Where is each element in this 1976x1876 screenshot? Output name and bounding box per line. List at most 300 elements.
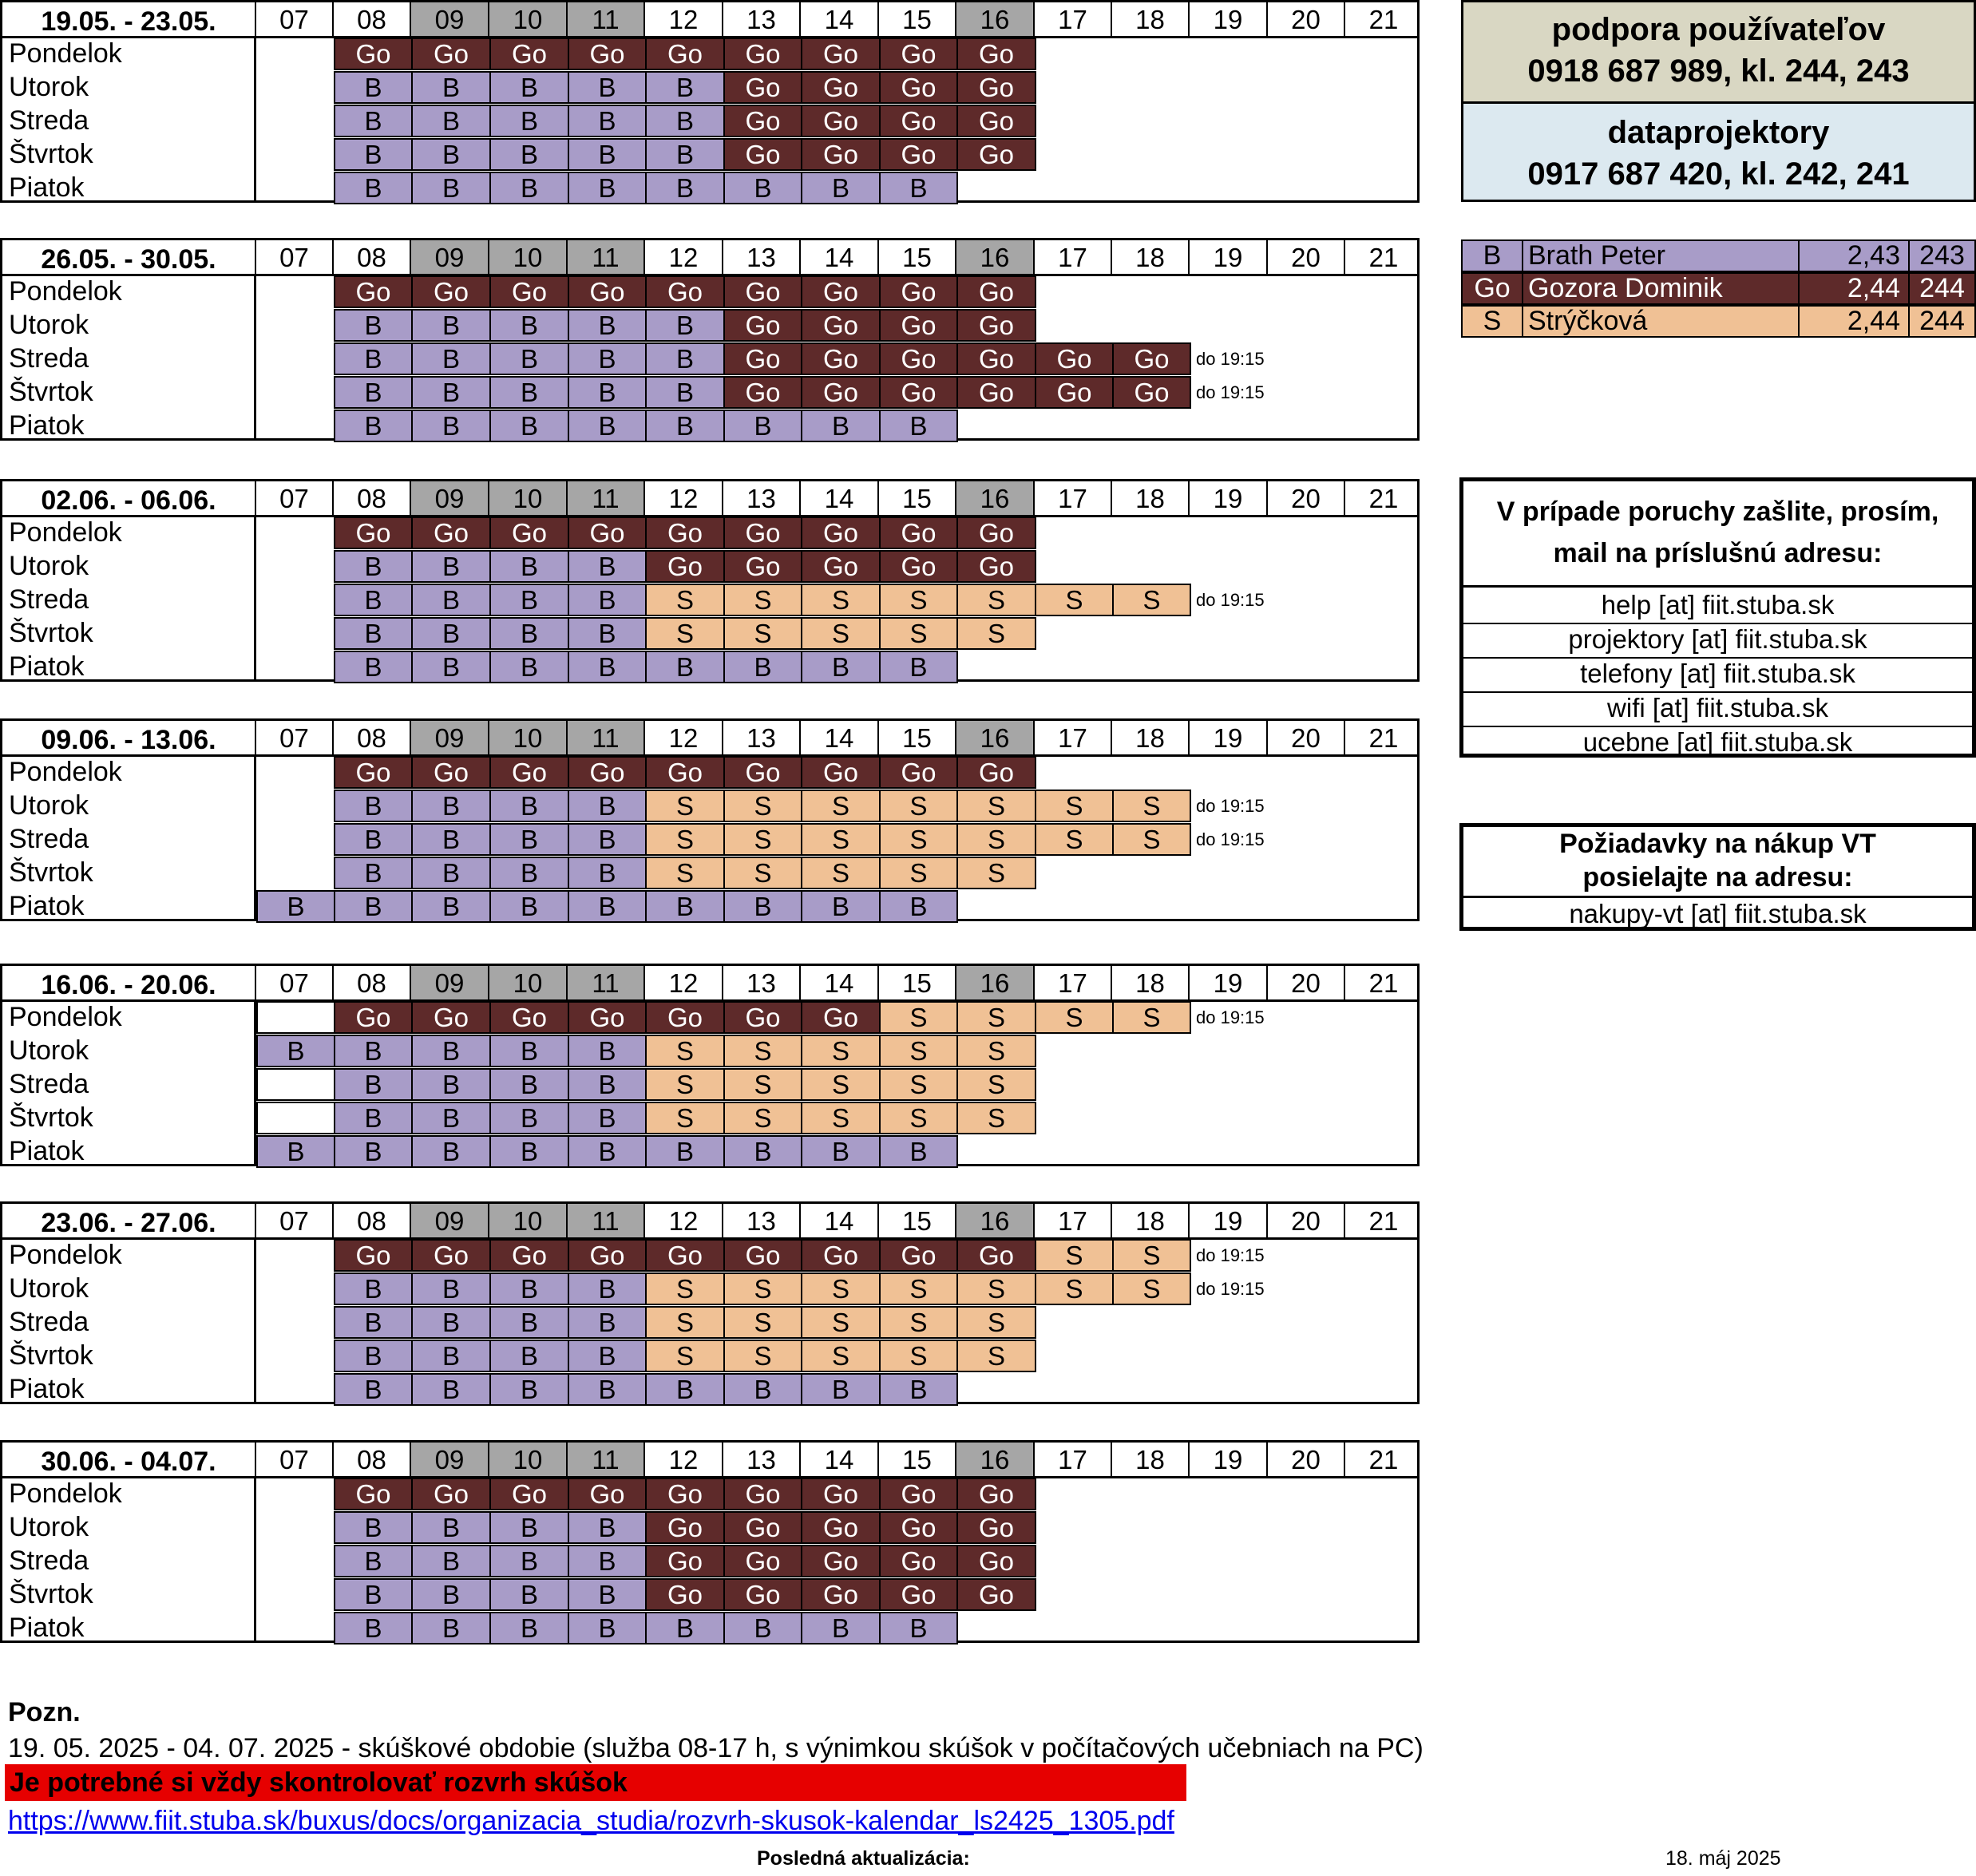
shift-cell: B [489, 651, 569, 683]
shift-cell: B [489, 790, 569, 822]
shift-cell: B [568, 1068, 647, 1101]
shift-cell: Go [334, 38, 413, 70]
hour-header: 21 [1368, 723, 1399, 753]
hour-header: 08 [334, 1443, 411, 1478]
fault-mail-heading [1463, 481, 1972, 588]
shift-cell: Go [723, 376, 802, 409]
week-table [0, 0, 1420, 203]
hour-header: 13 [723, 1204, 801, 1239]
shift-cell: Go [801, 1578, 881, 1611]
shift-cell: S [956, 1272, 1036, 1305]
shift-cell: B [645, 105, 725, 137]
hour-header: 21 [1368, 968, 1399, 998]
shift-cell: B [489, 1612, 569, 1644]
hour-header: 20 [1268, 966, 1345, 1001]
shift-cell: Go [956, 1545, 1036, 1577]
shift-cell: B [568, 1511, 647, 1544]
shift-cell: Go [645, 38, 725, 70]
day-name: Piatok [9, 651, 85, 682]
shift-cell: Go [645, 275, 725, 308]
shift-cell: B [568, 857, 647, 889]
shift-cell: B [334, 1612, 413, 1644]
support-email[interactable]: projektory [at] fiit.stuba.sk [1463, 622, 1972, 659]
shift-cell: B [568, 1135, 647, 1168]
shift-cell: Go [879, 376, 958, 409]
shift-cell: S [956, 1035, 1036, 1067]
shift-cell: B [411, 823, 491, 856]
shift-cell: B [334, 138, 413, 171]
shift-cell: B [568, 584, 647, 616]
hour-header: 10 [489, 481, 568, 516]
shift-cell: B [334, 823, 413, 856]
shift-cell: Go [956, 550, 1036, 583]
hour-header: 21 [1368, 1206, 1399, 1236]
shift-cell: B [489, 1135, 569, 1168]
shift-cell: B [489, 138, 569, 171]
shift-cell: B [723, 651, 802, 683]
shift-cell: Go [723, 756, 802, 789]
shift-cell: B [334, 1306, 413, 1339]
hour-header: 15 [879, 2, 956, 38]
shift-cell: Go [723, 1478, 802, 1510]
shift-cell: Go [645, 1578, 725, 1611]
hour-header: 12 [645, 966, 723, 1001]
day-name: Utorok [9, 1512, 89, 1542]
shift-cell: Go [723, 138, 802, 171]
hour-header: 20 [1268, 240, 1345, 275]
shift-cell: S [801, 584, 881, 616]
shift-cell: S [1035, 1272, 1114, 1305]
hour-header: 09 [411, 481, 489, 516]
hour-header: 21 [1368, 243, 1399, 272]
day-name: Pondelok [9, 1002, 122, 1032]
hour-header: 15 [879, 240, 956, 275]
purchase-request-box [1459, 823, 1976, 931]
shift-cell: B [334, 1135, 413, 1168]
week-range: 09.06. - 13.06. [2, 721, 256, 756]
shift-cell: Go [411, 1001, 491, 1034]
hour-header: 17 [1035, 1204, 1112, 1239]
hour-header: 14 [801, 1204, 879, 1239]
shift-cell: S [645, 1068, 725, 1101]
shift-cell: B [256, 1135, 335, 1168]
hour-header: 11 [568, 240, 645, 275]
shift-cell: B [334, 1545, 413, 1577]
shift-end-note: do 19:15 [1196, 349, 1265, 369]
shift-cell: B [489, 1373, 569, 1406]
hour-header: 16 [956, 1443, 1035, 1478]
shift-cell: B [334, 376, 413, 409]
hour-header: 17 [1035, 721, 1112, 756]
hour-header: 14 [801, 1443, 879, 1478]
shift-cell: B [645, 309, 725, 342]
shift-cell: S [956, 1102, 1036, 1134]
shift-cell: B [489, 823, 569, 856]
hour-header: 11 [568, 2, 645, 38]
hour-header: 09 [411, 1204, 489, 1239]
shift-cell: B [334, 1511, 413, 1544]
shift-cell: Go [801, 275, 881, 308]
shift-cell: S [956, 790, 1036, 822]
hour-header: 20 [1268, 721, 1345, 756]
shift-cell: B [334, 1035, 413, 1067]
day-name: Streda [9, 105, 89, 136]
shift-cell: B [334, 550, 413, 583]
shift-cell: Go [645, 550, 725, 583]
last-updated-label: Posledná aktualizácia: [757, 1847, 970, 1870]
legend-code: Go [1461, 272, 1523, 305]
hour-header: 12 [645, 1204, 723, 1239]
legend-name: Brath Peter [1522, 239, 1800, 272]
shift-cell: B [801, 410, 881, 442]
shift-cell: B [568, 105, 647, 137]
shift-cell: Go [956, 1578, 1036, 1611]
projector-support-title: dataprojektory [1607, 115, 1830, 150]
shift-cell: B [489, 376, 569, 409]
shift-cell: Go [956, 38, 1036, 70]
shift-cell: S [879, 823, 958, 856]
shift-cell: Go [723, 342, 802, 375]
hour-header: 07 [256, 1443, 334, 1478]
shift-cell: B [723, 890, 802, 923]
shift-cell: B [723, 1135, 802, 1168]
shift-end-note: do 19:15 [1196, 1279, 1265, 1299]
shift-cell: S [879, 1035, 958, 1067]
hour-header: 07 [256, 1204, 334, 1239]
hour-header: 15 [879, 721, 956, 756]
shift-cell: S [879, 857, 958, 889]
support-email[interactable]: help [at] fiit.stuba.sk [1463, 588, 1972, 624]
shift-cell: B [568, 651, 647, 683]
shift-cell: B [489, 1511, 569, 1544]
shift-cell: Go [568, 516, 647, 549]
shift-cell: B [334, 71, 413, 104]
shift-cell: S [1035, 1239, 1114, 1272]
shift-cell: S [801, 1068, 881, 1101]
shift-cell: B [411, 376, 491, 409]
shift-cell: S [645, 1272, 725, 1305]
shift-cell: S [645, 1102, 725, 1134]
shift-cell: B [723, 410, 802, 442]
shift-cell: S [645, 1306, 725, 1339]
hour-header: 07 [256, 966, 334, 1001]
shift-cell: Go [489, 38, 569, 70]
shift-cell: S [645, 790, 725, 822]
shift-cell: S [645, 617, 725, 650]
hour-header: 19 [1190, 240, 1268, 275]
shift-cell: Go [1112, 342, 1191, 375]
shift-cell: B [568, 309, 647, 342]
hour-header: 20 [1268, 1204, 1345, 1239]
shift-cell: B [489, 1035, 569, 1067]
shift-end-note: do 19:15 [1196, 796, 1265, 816]
shift-cell: B [645, 1373, 725, 1406]
shift-cell: B [801, 1373, 881, 1406]
user-support-title: podpora používateľov [1551, 12, 1886, 47]
projector-support [1463, 104, 1974, 200]
shift-cell: Go [801, 376, 881, 409]
hour-header: 17 [1035, 966, 1112, 1001]
shift-cell: Go [879, 1578, 958, 1611]
shift-cell: B [334, 1068, 413, 1101]
shift-cell: B [411, 890, 491, 923]
shift-cell: B [568, 1340, 647, 1372]
shift-cell: Go [801, 138, 881, 171]
hour-header: 11 [568, 1204, 645, 1239]
hour-header: 18 [1112, 2, 1190, 38]
shift-cell: B [334, 1578, 413, 1611]
shift-cell: S [1035, 790, 1114, 822]
support-email[interactable]: wifi [at] fiit.stuba.sk [1463, 691, 1972, 727]
week-table [0, 238, 1420, 441]
shift-cell: S [723, 1068, 802, 1101]
week-table [0, 1201, 1420, 1404]
shift-cell: B [411, 1340, 491, 1372]
hour-header: 15 [879, 966, 956, 1001]
day-name: Streda [9, 584, 89, 615]
legend-ext: 244 [1908, 272, 1976, 305]
hour-header: 09 [411, 721, 489, 756]
shift-cell: B [334, 172, 413, 204]
shift-cell: Go [723, 1511, 802, 1544]
hour-header: 13 [723, 481, 801, 516]
hour-header: 17 [1035, 240, 1112, 275]
shift-cell: S [723, 790, 802, 822]
hour-header: 20 [1268, 2, 1345, 38]
shift-cell: B [334, 651, 413, 683]
hour-header: 16 [956, 721, 1035, 756]
hour-header: 21 [1368, 484, 1399, 513]
day-name: Štvrtok [9, 1579, 93, 1609]
shift-cell: Go [801, 516, 881, 549]
day-name: Utorok [9, 1273, 89, 1304]
shift-cell: Go [723, 1239, 802, 1272]
shift-cell: S [645, 1035, 725, 1067]
hour-header: 16 [956, 1204, 1035, 1239]
shift-cell: B [411, 1612, 491, 1644]
user-support-phone: 0918 687 989, kl. 244, 243 [1527, 53, 1910, 89]
hour-header: 13 [723, 2, 801, 38]
shift-cell: B [568, 790, 647, 822]
shift-cell [256, 1068, 335, 1101]
legend-row [1461, 239, 1976, 272]
support-email[interactable]: telefony [at] fiit.stuba.sk [1463, 656, 1972, 693]
shift-cell: Go [956, 376, 1036, 409]
shift-cell: Go [879, 1545, 958, 1577]
day-name: Utorok [9, 790, 89, 821]
shift-cell: Go [879, 342, 958, 375]
shift-cell: S [801, 617, 881, 650]
shift-cell: Go [956, 756, 1036, 789]
hour-header: 17 [1035, 481, 1112, 516]
shift-cell: B [411, 550, 491, 583]
shift-cell: B [489, 890, 569, 923]
shift-cell: Go [723, 1001, 802, 1034]
shift-cell: B [411, 1373, 491, 1406]
shift-cell: S [801, 1340, 881, 1372]
hour-header: 07 [256, 481, 334, 516]
shift-cell: Go [956, 71, 1036, 104]
shift-cell: Go [568, 1478, 647, 1510]
shift-cell: B [411, 790, 491, 822]
shift-cell: S [801, 790, 881, 822]
shift-cell: B [568, 890, 647, 923]
last-updated-date: 18. máj 2025 [1665, 1847, 1781, 1870]
day-name: Pondelok [9, 1240, 122, 1270]
legend-code: B [1461, 239, 1523, 272]
hour-header: 14 [801, 721, 879, 756]
shift-cell: B [334, 890, 413, 923]
hour-header: 08 [334, 721, 411, 756]
shift-cell: Go [489, 1001, 569, 1034]
shift-cell: Go [568, 756, 647, 789]
shift-cell: B [801, 1612, 881, 1644]
hour-header: 18 [1112, 721, 1190, 756]
hour-header: 13 [723, 1443, 801, 1478]
hour-header: 17 [1035, 2, 1112, 38]
shift-cell: S [723, 584, 802, 616]
hour-header: 08 [334, 240, 411, 275]
shift-cell [256, 1001, 335, 1034]
shift-cell: B [411, 1068, 491, 1101]
legend-row [1461, 305, 1976, 338]
shift-cell: B [334, 790, 413, 822]
hour-header: 17 [1035, 1443, 1112, 1478]
shift-cell: Go [645, 516, 725, 549]
shift-cell: S [723, 1272, 802, 1305]
hour-header: 07 [256, 721, 334, 756]
day-name: Piatok [9, 1374, 85, 1404]
hour-header: 09 [411, 2, 489, 38]
shift-end-note: do 19:15 [1196, 382, 1265, 402]
hour-header: 21 [1368, 1445, 1399, 1474]
week-range: 23.06. - 27.06. [2, 1204, 256, 1239]
shift-cell: Go [879, 309, 958, 342]
legend-room: 2,44 [1798, 305, 1910, 338]
hour-header: 19 [1190, 1204, 1268, 1239]
shift-cell: B [489, 617, 569, 650]
shift-cell: B [411, 617, 491, 650]
shift-cell: B [568, 138, 647, 171]
shift-cell: Go [568, 38, 647, 70]
hour-header: 09 [411, 240, 489, 275]
shift-cell: S [723, 1035, 802, 1067]
shift-cell: Go [411, 1478, 491, 1510]
day-name: Streda [9, 1307, 89, 1337]
shift-cell: B [645, 890, 725, 923]
shift-cell: B [568, 342, 647, 375]
shift-cell: B [411, 1035, 491, 1067]
purchase-request-address[interactable]: nakupy-vt [at] fiit.stuba.sk [1569, 899, 1867, 928]
shift-cell: B [879, 651, 958, 683]
legend-room: 2,44 [1798, 272, 1910, 305]
shift-cell: Go [411, 38, 491, 70]
shift-cell: B [411, 651, 491, 683]
shift-cell: B [489, 584, 569, 616]
shift-cell: B [334, 410, 413, 442]
projector-support-phone: 0917 687 420, kl. 242, 241 [1527, 156, 1910, 192]
shift-cell: B [489, 410, 569, 442]
hour-header: 16 [956, 2, 1035, 38]
shift-cell: B [489, 309, 569, 342]
shift-cell: B [801, 1135, 881, 1168]
shift-cell: B [411, 138, 491, 171]
day-name: Piatok [9, 891, 85, 921]
shift-cell: Go [334, 516, 413, 549]
shift-cell: B [645, 410, 725, 442]
hour-header: 10 [489, 721, 568, 756]
day-name: Pondelok [9, 38, 122, 69]
shift-cell: B [801, 651, 881, 683]
fault-mail-box [1459, 477, 1976, 758]
shift-cell: S [956, 1001, 1036, 1034]
shift-cell: S [645, 823, 725, 856]
shift-cell: Go [879, 516, 958, 549]
week-range: 02.06. - 06.06. [2, 481, 256, 516]
shift-cell: B [645, 651, 725, 683]
shift-cell: S [723, 1102, 802, 1134]
legend-room: 2,43 [1798, 239, 1910, 272]
week-table [0, 1440, 1420, 1643]
hour-header: 14 [801, 2, 879, 38]
shift-cell: Go [411, 1239, 491, 1272]
shift-cell: B [801, 890, 881, 923]
shift-cell: B [334, 857, 413, 889]
shift-cell: B [489, 1340, 569, 1372]
hour-header: 14 [801, 966, 879, 1001]
legend-ext: 244 [1908, 305, 1976, 338]
hour-header: 16 [956, 481, 1035, 516]
shift-cell: B [489, 105, 569, 137]
shift-cell: B [568, 1545, 647, 1577]
day-name: Utorok [9, 551, 89, 581]
hour-header: 13 [723, 240, 801, 275]
shift-cell: Go [489, 1239, 569, 1272]
week-table [0, 964, 1420, 1166]
shift-cell: B [334, 1340, 413, 1372]
shift-cell [256, 1102, 335, 1134]
shift-cell: B [411, 105, 491, 137]
shift-end-note: do 19:15 [1196, 1007, 1265, 1027]
shift-cell: B [568, 617, 647, 650]
shift-cell: S [1112, 790, 1191, 822]
hour-header: 18 [1112, 1204, 1190, 1239]
exam-schedule-link[interactable]: https://www.fiit.stuba.sk/buxus/docs/organizacia_studia/rozvrh-skusok-kalendar_ls2425_1305.pdf [8, 1806, 1174, 1836]
shift-cell: Go [801, 309, 881, 342]
day-name: Pondelok [9, 276, 122, 307]
legend-name: Gozora Dominik [1522, 272, 1800, 305]
legend-code: S [1461, 305, 1523, 338]
shift-cell: B [411, 1272, 491, 1305]
shift-cell: B [489, 550, 569, 583]
hour-header: 10 [489, 1204, 568, 1239]
shift-cell: S [879, 1068, 958, 1101]
day-name: Pondelok [9, 757, 122, 787]
hour-header: 19 [1190, 966, 1268, 1001]
shift-cell: Go [879, 105, 958, 137]
shift-cell: B [568, 410, 647, 442]
hour-header: 07 [256, 240, 334, 275]
hour-header: 11 [568, 1443, 645, 1478]
shift-cell: S [723, 823, 802, 856]
shift-cell: S [879, 790, 958, 822]
legend-ext: 243 [1908, 239, 1976, 272]
shift-cell: B [489, 1272, 569, 1305]
support-email[interactable]: ucebne [at] fiit.stuba.sk [1582, 727, 1853, 757]
shift-cell: S [801, 1272, 881, 1305]
shift-cell: B [411, 309, 491, 342]
shift-cell: B [411, 1511, 491, 1544]
